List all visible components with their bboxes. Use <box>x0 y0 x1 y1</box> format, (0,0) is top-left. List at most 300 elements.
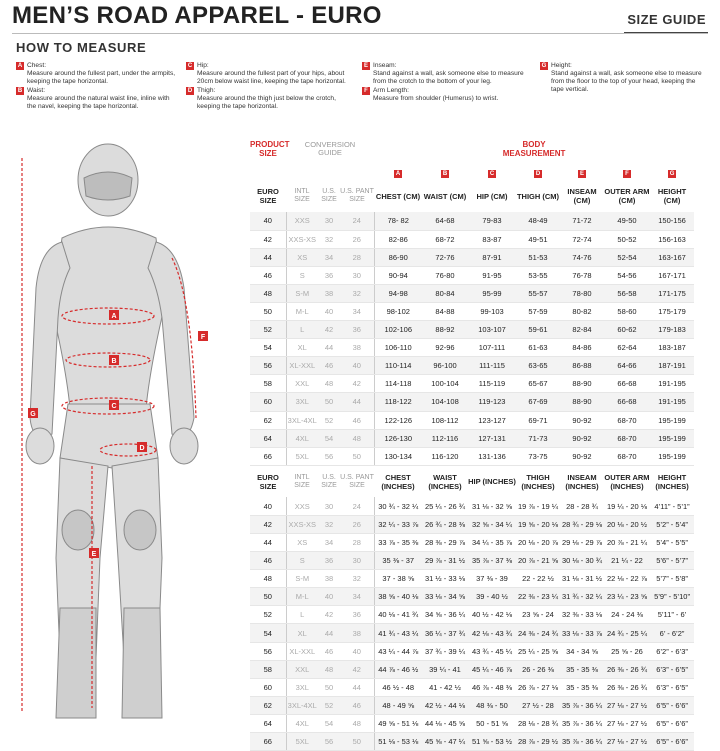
table-cell: 72-76 <box>422 248 468 266</box>
measure-column-1 <box>16 62 176 112</box>
table-cell: 37 - 38 ⅝ <box>374 570 422 588</box>
table-cell: 4XL <box>286 429 318 447</box>
table-cell: 34 <box>340 588 374 606</box>
us-size-header: U.S. SIZE <box>321 188 337 203</box>
table-row <box>250 534 694 552</box>
table-cell: 48 <box>340 714 374 732</box>
measure-text: Measure around the fullest part, under the armpits, keeping the tape horizontal. <box>27 70 176 85</box>
table-cell: 92-96 <box>422 339 468 357</box>
table-cell: 6’5” - 6’6” <box>650 714 694 732</box>
measure-column-4 <box>540 62 708 95</box>
table-cell: 84-88 <box>422 302 468 320</box>
measurement-header: OUTER ARM (INCHES) <box>604 472 650 491</box>
table-cell: 59-61 <box>516 321 560 339</box>
table-cell: 58 <box>250 375 286 393</box>
table-cell: 167-171 <box>650 266 694 284</box>
table-cell: 36 <box>318 266 340 284</box>
table-cell: 32 ⅝ - 34 ¼ <box>468 515 516 533</box>
table-row <box>250 624 694 642</box>
table-cell: 44 ⅞ - 46 ½ <box>374 660 422 678</box>
table-cell: 66-68 <box>604 393 650 411</box>
table-cell: 28 ⅜ - 29 ⅞ <box>422 534 468 552</box>
measure-label: Hip: <box>197 62 209 69</box>
letter-badge: D <box>535 171 541 177</box>
table-cell: 126-130 <box>374 429 422 447</box>
table-cell: 46 <box>340 696 374 714</box>
table-cell: 94-98 <box>374 284 422 302</box>
table-cell: 34 - 34 ⅝ <box>560 642 604 660</box>
table-cell: 64-66 <box>604 357 650 375</box>
table-cell: S-M <box>286 570 318 588</box>
table-cell: 39 - 40 ½ <box>468 588 516 606</box>
table-cell: XXS-XS <box>286 515 318 533</box>
table-cell: 3XL-4XL <box>286 696 318 714</box>
table-cell: 26 <box>340 515 374 533</box>
table-cell: 30 ⅛ - 30 ¾ <box>560 552 604 570</box>
table-cell: 29 ⅞ - 31 ½ <box>422 552 468 570</box>
table-cell: 68-70 <box>604 411 650 429</box>
table-cell: 54 <box>250 339 286 357</box>
figure-label-c: C <box>111 403 117 410</box>
letter-badge: G <box>669 171 675 177</box>
measurement-header: OUTER ARM (CM) <box>604 187 650 205</box>
table-cell: 156-163 <box>650 230 694 248</box>
table-cell: 191-195 <box>650 393 694 411</box>
table-cell: 43 ¼ - 44 ⅞ <box>374 642 422 660</box>
table-cell: 58 <box>250 660 286 678</box>
table-cell: 71-73 <box>516 429 560 447</box>
table-cell: 5XL <box>286 447 318 465</box>
table-cell: 90-92 <box>560 411 604 429</box>
table-cell: 103-107 <box>468 321 516 339</box>
table-cell: 82-84 <box>560 321 604 339</box>
table-cell: 80-84 <box>422 284 468 302</box>
table-cell: 119-123 <box>468 393 516 411</box>
table-cell: 48 <box>250 284 286 302</box>
table-cell: 52-54 <box>604 248 650 266</box>
table-cell: 42 ½ - 44 ⅛ <box>422 696 468 714</box>
table-cell: 78- 82 <box>374 212 422 230</box>
table-cell: 35 ⅞ - 36 ¼ <box>560 733 604 751</box>
table-cell: 195-199 <box>650 429 694 447</box>
table-cell: 53-55 <box>516 266 560 284</box>
table-cell: 6’ - 6’2” <box>650 624 694 642</box>
table-cell: 5’4” - 5’5” <box>650 534 694 552</box>
column-letter-cell <box>422 162 468 180</box>
table-cell: 42 <box>340 660 374 678</box>
table-cell: 31 ⅛ - 32 ⅝ <box>468 497 516 515</box>
table-cell: 4XL <box>286 714 318 732</box>
divider <box>12 33 708 34</box>
letter-badge: A <box>17 63 23 69</box>
measurement-header: WAIST (INCHES) <box>428 472 462 491</box>
table-row <box>250 248 694 266</box>
table-cell: 57-59 <box>516 302 560 320</box>
table-cell: XL-XXL <box>286 357 318 375</box>
table-cell: 187-191 <box>650 357 694 375</box>
table-cell: 90-92 <box>560 447 604 465</box>
table-cell: 30 <box>340 266 374 284</box>
figure-label-f: F <box>200 334 206 341</box>
table-row <box>250 570 694 588</box>
measure-label: Waist: <box>27 87 46 94</box>
table-cell: 52 <box>250 321 286 339</box>
measure-column-3 <box>362 62 532 104</box>
letter-badge: D <box>187 88 193 94</box>
table-cell: 69-71 <box>516 411 560 429</box>
table-cell: 54 <box>318 714 340 732</box>
table-cell: 191-195 <box>650 375 694 393</box>
table-cell: 100-104 <box>422 375 468 393</box>
table-row <box>250 429 694 447</box>
intl-size-header: INTL SIZE <box>294 188 310 203</box>
table-cell: XL <box>286 624 318 642</box>
table-cell: 90-94 <box>374 266 422 284</box>
conversion-guide-heading: CONVERSION GUIDE <box>304 139 356 157</box>
measure-item-arm-length <box>362 87 532 103</box>
table-cell: XXS <box>286 497 318 515</box>
table-cell: 82-86 <box>374 230 422 248</box>
table-cell: 45 ¼ - 46 ⅞ <box>468 660 516 678</box>
table-cell: 34 <box>318 248 340 266</box>
table-cell: 56 <box>318 447 340 465</box>
table-cell: 48 <box>318 375 340 393</box>
table-cell: 38 <box>318 284 340 302</box>
measurement-header: THIGH (CM) <box>516 191 560 201</box>
page-title: MEN’S ROAD APPAREL - EURO <box>12 2 382 29</box>
table-cell: 52 <box>250 606 286 624</box>
table-cell: 49-51 <box>516 230 560 248</box>
table-cell: 54-56 <box>604 266 650 284</box>
table-cell: 54 <box>318 429 340 447</box>
table-cell: XXS-XS <box>286 230 318 248</box>
table-row <box>250 230 694 248</box>
table-cell: 72-74 <box>560 230 604 248</box>
table-row <box>250 552 694 570</box>
table-cell: 30 <box>318 497 340 515</box>
measure-label: Chest: <box>27 62 47 69</box>
table-cell: 22 ⅛ - 22 ⅞ <box>604 570 650 588</box>
table-cell: 37 ⅜ - 39 <box>468 570 516 588</box>
table-row <box>250 696 694 714</box>
table-cell: 28 ⅛ - 28 ¾ <box>516 714 560 732</box>
table-cell: 83-87 <box>468 230 516 248</box>
table-cell: 5’9” - 5’10” <box>650 588 694 606</box>
table-cell: 79-83 <box>468 212 516 230</box>
table-cell: 20 ⅛ - 20 ⅞ <box>516 534 560 552</box>
table-cell: 48 ⅜ - 50 <box>468 696 516 714</box>
measurement-header: INSEAM (CM) <box>567 187 597 205</box>
table-cell: 48 <box>318 660 340 678</box>
table-row <box>250 447 694 465</box>
table-cell: 150-156 <box>650 212 694 230</box>
table-cell: 42 <box>318 606 340 624</box>
size-table <box>250 136 694 751</box>
table-cell: 40 ⅛ - 41 ¾ <box>374 606 422 624</box>
table-cell: 42 <box>318 321 340 339</box>
table-cell: 44 <box>340 678 374 696</box>
table-cell: 38 <box>318 570 340 588</box>
table-cell: 48 <box>340 429 374 447</box>
table-row <box>250 339 694 357</box>
table-cell: 3XL <box>286 678 318 696</box>
table-cell: 24 <box>340 212 374 230</box>
measure-column-2 <box>186 62 346 112</box>
table-cell: M-L <box>286 302 318 320</box>
figure-label-e: E <box>91 551 97 558</box>
table-cell: 66 <box>250 447 286 465</box>
euro-size-header: EURO SIZE <box>257 187 279 205</box>
letter-badge: E <box>363 63 368 69</box>
table-cell: 122-126 <box>374 411 422 429</box>
spacer-cell <box>340 162 374 180</box>
table-cell: 6’2” - 6’3” <box>650 642 694 660</box>
table-row <box>250 642 694 660</box>
table-cell: 33 ⅛ - 33 ⅞ <box>560 624 604 642</box>
cm-header-row <box>250 180 694 212</box>
table-cell: 71-72 <box>560 212 604 230</box>
measure-label: Arm Length: <box>373 87 409 94</box>
letter-badge: E <box>579 171 584 177</box>
table-cell: 56 <box>250 642 286 660</box>
measure-item-waist <box>16 87 176 111</box>
table-cell: 107-111 <box>468 339 516 357</box>
measure-text: Stand against a wall, ask someone else to measure from the floor to the top of your head, keeping the tape vertical. <box>551 70 702 93</box>
table-row <box>250 678 694 696</box>
table-cell: 34 ⅝ - 36 ¼ <box>422 606 468 624</box>
table-cell: 183-187 <box>650 339 694 357</box>
table-row <box>250 515 694 533</box>
measure-text: Measure around the fullest part of your hips, about 20cm below waist line, keeping the tape horizontal. <box>197 70 346 85</box>
table-cell: 40 <box>250 212 286 230</box>
table-cell: 28 - 28 ¾ <box>560 497 604 515</box>
table-row <box>250 733 694 751</box>
table-cell: 49 ⅝ - 51 ⅛ <box>374 714 422 732</box>
table-cell: 50 <box>250 302 286 320</box>
table-cell: 88-90 <box>560 393 604 411</box>
table-cell: 60 <box>250 678 286 696</box>
table-cell: 50 <box>318 393 340 411</box>
intl-size-header: INTL SIZE <box>294 473 310 489</box>
table-cell: 25 ¼ - 26 ¾ <box>422 497 468 515</box>
measurement-header: INSEAM (INCHES) <box>565 472 599 491</box>
table-cell: 3XL <box>286 393 318 411</box>
table-cell: 68-70 <box>604 447 650 465</box>
table-row <box>250 212 694 230</box>
table-cell: 42 ⅛ - 43 ¾ <box>468 624 516 642</box>
table-cell: 50 <box>340 733 374 751</box>
table-cell: 28 <box>340 534 374 552</box>
table-cell: 22 - 22 ½ <box>516 570 560 588</box>
table-cell: XXL <box>286 660 318 678</box>
table-cell: 26 ⅜ - 26 ¾ <box>604 660 650 678</box>
table-cell: 50 - 51 ⅝ <box>468 714 516 732</box>
table-cell: 50 <box>340 447 374 465</box>
table-cell: 5’6” - 5’7” <box>650 552 694 570</box>
table-cell: 19 ¼ - 20 ⅛ <box>604 497 650 515</box>
inches-header-row <box>250 465 694 497</box>
letter-badge: C <box>489 171 495 177</box>
table-cell: 48 <box>250 570 286 588</box>
table-cell: 27 ½ - 28 <box>516 696 560 714</box>
table-cell: 73-75 <box>516 447 560 465</box>
table-cell: 32 <box>318 515 340 533</box>
column-letter-cell <box>560 162 604 180</box>
column-letter-cell <box>650 162 694 180</box>
table-cell: 41 - 42 ½ <box>422 678 468 696</box>
table-cell: 24 ¾ - 25 ¼ <box>604 624 650 642</box>
table-cell: S <box>286 552 318 570</box>
table-row <box>250 411 694 429</box>
table-cell: 48 - 49 ⅝ <box>374 696 422 714</box>
table-cell: 34 ¼ - 35 ⅞ <box>468 534 516 552</box>
table-cell: 195-199 <box>650 411 694 429</box>
measure-item-thigh <box>186 87 346 111</box>
body-measurement-heading: BODY MEASUREMENT <box>502 140 566 158</box>
letter-badge: B <box>17 88 23 94</box>
table-cell: 30 <box>318 212 340 230</box>
table-cell: 66-68 <box>604 375 650 393</box>
table-cell: 19 ⅝ - 20 ⅛ <box>516 515 560 533</box>
table-cell: 27 ⅛ - 27 ½ <box>604 714 650 732</box>
table-cell: 195-199 <box>650 447 694 465</box>
table-cell: 64-68 <box>422 212 468 230</box>
letter-badge: B <box>442 171 448 177</box>
table-cell: 36 <box>340 321 374 339</box>
table-cell: 50 <box>250 588 286 606</box>
table-cell: 40 <box>318 302 340 320</box>
table-cell: 41 ¾ - 43 ¼ <box>374 624 422 642</box>
table-cell: 55-57 <box>516 284 560 302</box>
table-cell: 27 ⅛ - 27 ½ <box>604 696 650 714</box>
table-cell: 56 <box>250 357 286 375</box>
table-cell: 35 - 35 ⅜ <box>560 660 604 678</box>
measurement-header: HIP (INCHES) <box>468 477 516 487</box>
table-cell: 123-127 <box>468 411 516 429</box>
table-cell: 6’5” - 6’6” <box>650 696 694 714</box>
table-cell: 115-119 <box>468 375 516 393</box>
letter-badge: C <box>187 63 193 69</box>
figure-label-a: A <box>111 313 117 320</box>
table-cell: 171-175 <box>650 284 694 302</box>
measurement-header: WAIST (CM) <box>423 191 467 201</box>
table-cell: 32 ⅜ - 33 ⅛ <box>560 606 604 624</box>
measure-label: Inseam: <box>373 62 397 69</box>
table-cell: 35 ⅞ - 36 ¼ <box>560 714 604 732</box>
measurement-header: CHEST (INCHES) <box>381 472 415 491</box>
table-cell: 106-110 <box>374 339 422 357</box>
table-row <box>250 714 694 732</box>
table-cell: 44 <box>250 248 286 266</box>
table-cell: 61-63 <box>516 339 560 357</box>
table-cell: 46 <box>250 552 286 570</box>
measurement-header: THIGH (INCHES) <box>521 472 555 491</box>
table-cell: 66 <box>250 733 286 751</box>
table-cell: 118-122 <box>374 393 422 411</box>
measure-item-inseam <box>362 62 532 86</box>
table-cell: 35 - 35 ⅜ <box>560 678 604 696</box>
rider-figure-illustration <box>0 138 250 720</box>
table-cell: 67-69 <box>516 393 560 411</box>
table-cell: 51-53 <box>516 248 560 266</box>
table-cell: 45 ⅝ - 47 ¼ <box>422 733 468 751</box>
table-cell: 29 ⅛ - 29 ⅞ <box>560 534 604 552</box>
table-cell: 88-92 <box>422 321 468 339</box>
table-cell: 44 <box>318 339 340 357</box>
table-cell: 24 - 24 ⅜ <box>604 606 650 624</box>
table-cell: 50-52 <box>604 230 650 248</box>
figure-label-b: B <box>111 358 117 365</box>
us-pant-size-header: U.S. PANT SIZE <box>340 188 374 203</box>
table-cell: 87-91 <box>468 248 516 266</box>
table-cell: 38 <box>340 624 374 642</box>
table-cell: 58-60 <box>604 302 650 320</box>
table-cell: 35 ⅞ - 37 ⅜ <box>468 552 516 570</box>
table-cell: 38 ⅝ - 40 ⅛ <box>374 588 422 606</box>
us-size-header: U.S. SIZE <box>321 473 337 489</box>
column-letter-cell <box>604 162 650 180</box>
spacer-cell <box>286 162 318 180</box>
table-cell: 104-108 <box>422 393 468 411</box>
table-cell: 33 ⅛ - 34 ⅝ <box>422 588 468 606</box>
table-cell: 108-112 <box>422 411 468 429</box>
table-cell: 44 <box>318 624 340 642</box>
table-cell: 27 ⅛ - 27 ½ <box>604 733 650 751</box>
table-row <box>250 660 694 678</box>
letter-badge: F <box>362 87 370 95</box>
table-cell: 5’11” - 6’ <box>650 606 694 624</box>
table-cell: 32 <box>340 570 374 588</box>
measurement-header: HEIGHT (CM) <box>657 187 687 205</box>
table-cell: 54 <box>250 624 286 642</box>
table-cell: 6’5” - 6’6” <box>650 733 694 751</box>
table-cell: 46 ⅞ - 48 ⅜ <box>468 678 516 696</box>
table-cell: 6’3” - 6’5” <box>650 660 694 678</box>
table-cell: 20 ⅞ - 21 ⅝ <box>516 552 560 570</box>
measure-item-hip <box>186 62 346 86</box>
table-cell: 90-92 <box>560 429 604 447</box>
table-cell: 50 <box>318 678 340 696</box>
table-cell: 24 <box>340 497 374 515</box>
table-cell: 114-118 <box>374 375 422 393</box>
table-cell: 32 ¼ - 33 ⅞ <box>374 515 422 533</box>
size-guide-label: SIZE GUIDE <box>627 12 706 27</box>
table-cell: 26 ¾ - 28 ⅜ <box>422 515 468 533</box>
table-cell: 35 ⅜ - 37 <box>374 552 422 570</box>
table-cell: S-M <box>286 284 318 302</box>
table-cell: S <box>286 266 318 284</box>
measure-text: Measure around the thigh just below the crotch, keeping the tape horizontal. <box>197 95 336 110</box>
table-cell: 35 ⅞ - 36 ¼ <box>560 696 604 714</box>
table-cell: 38 <box>340 339 374 357</box>
table-cell: 32 <box>318 230 340 248</box>
table-cell: 116-120 <box>422 447 468 465</box>
table-cell: 60-62 <box>604 321 650 339</box>
table-cell: 30 <box>340 552 374 570</box>
table-cell: 44 ⅛ - 45 ⅝ <box>422 714 468 732</box>
table-cell: 98-102 <box>374 302 422 320</box>
table-cell: 37 ¾ - 39 ¼ <box>422 642 468 660</box>
table-cell: 40 <box>340 642 374 660</box>
table-cell: 49-50 <box>604 212 650 230</box>
table-cell: 130-134 <box>374 447 422 465</box>
table-cell: 25 ⅝ - 26 <box>604 642 650 660</box>
table-row <box>250 393 694 411</box>
table-cell: 46 <box>318 357 340 375</box>
table-cell: L <box>286 321 318 339</box>
table-cell: 5’2” - 5’4” <box>650 515 694 533</box>
measure-item-height <box>540 62 708 94</box>
